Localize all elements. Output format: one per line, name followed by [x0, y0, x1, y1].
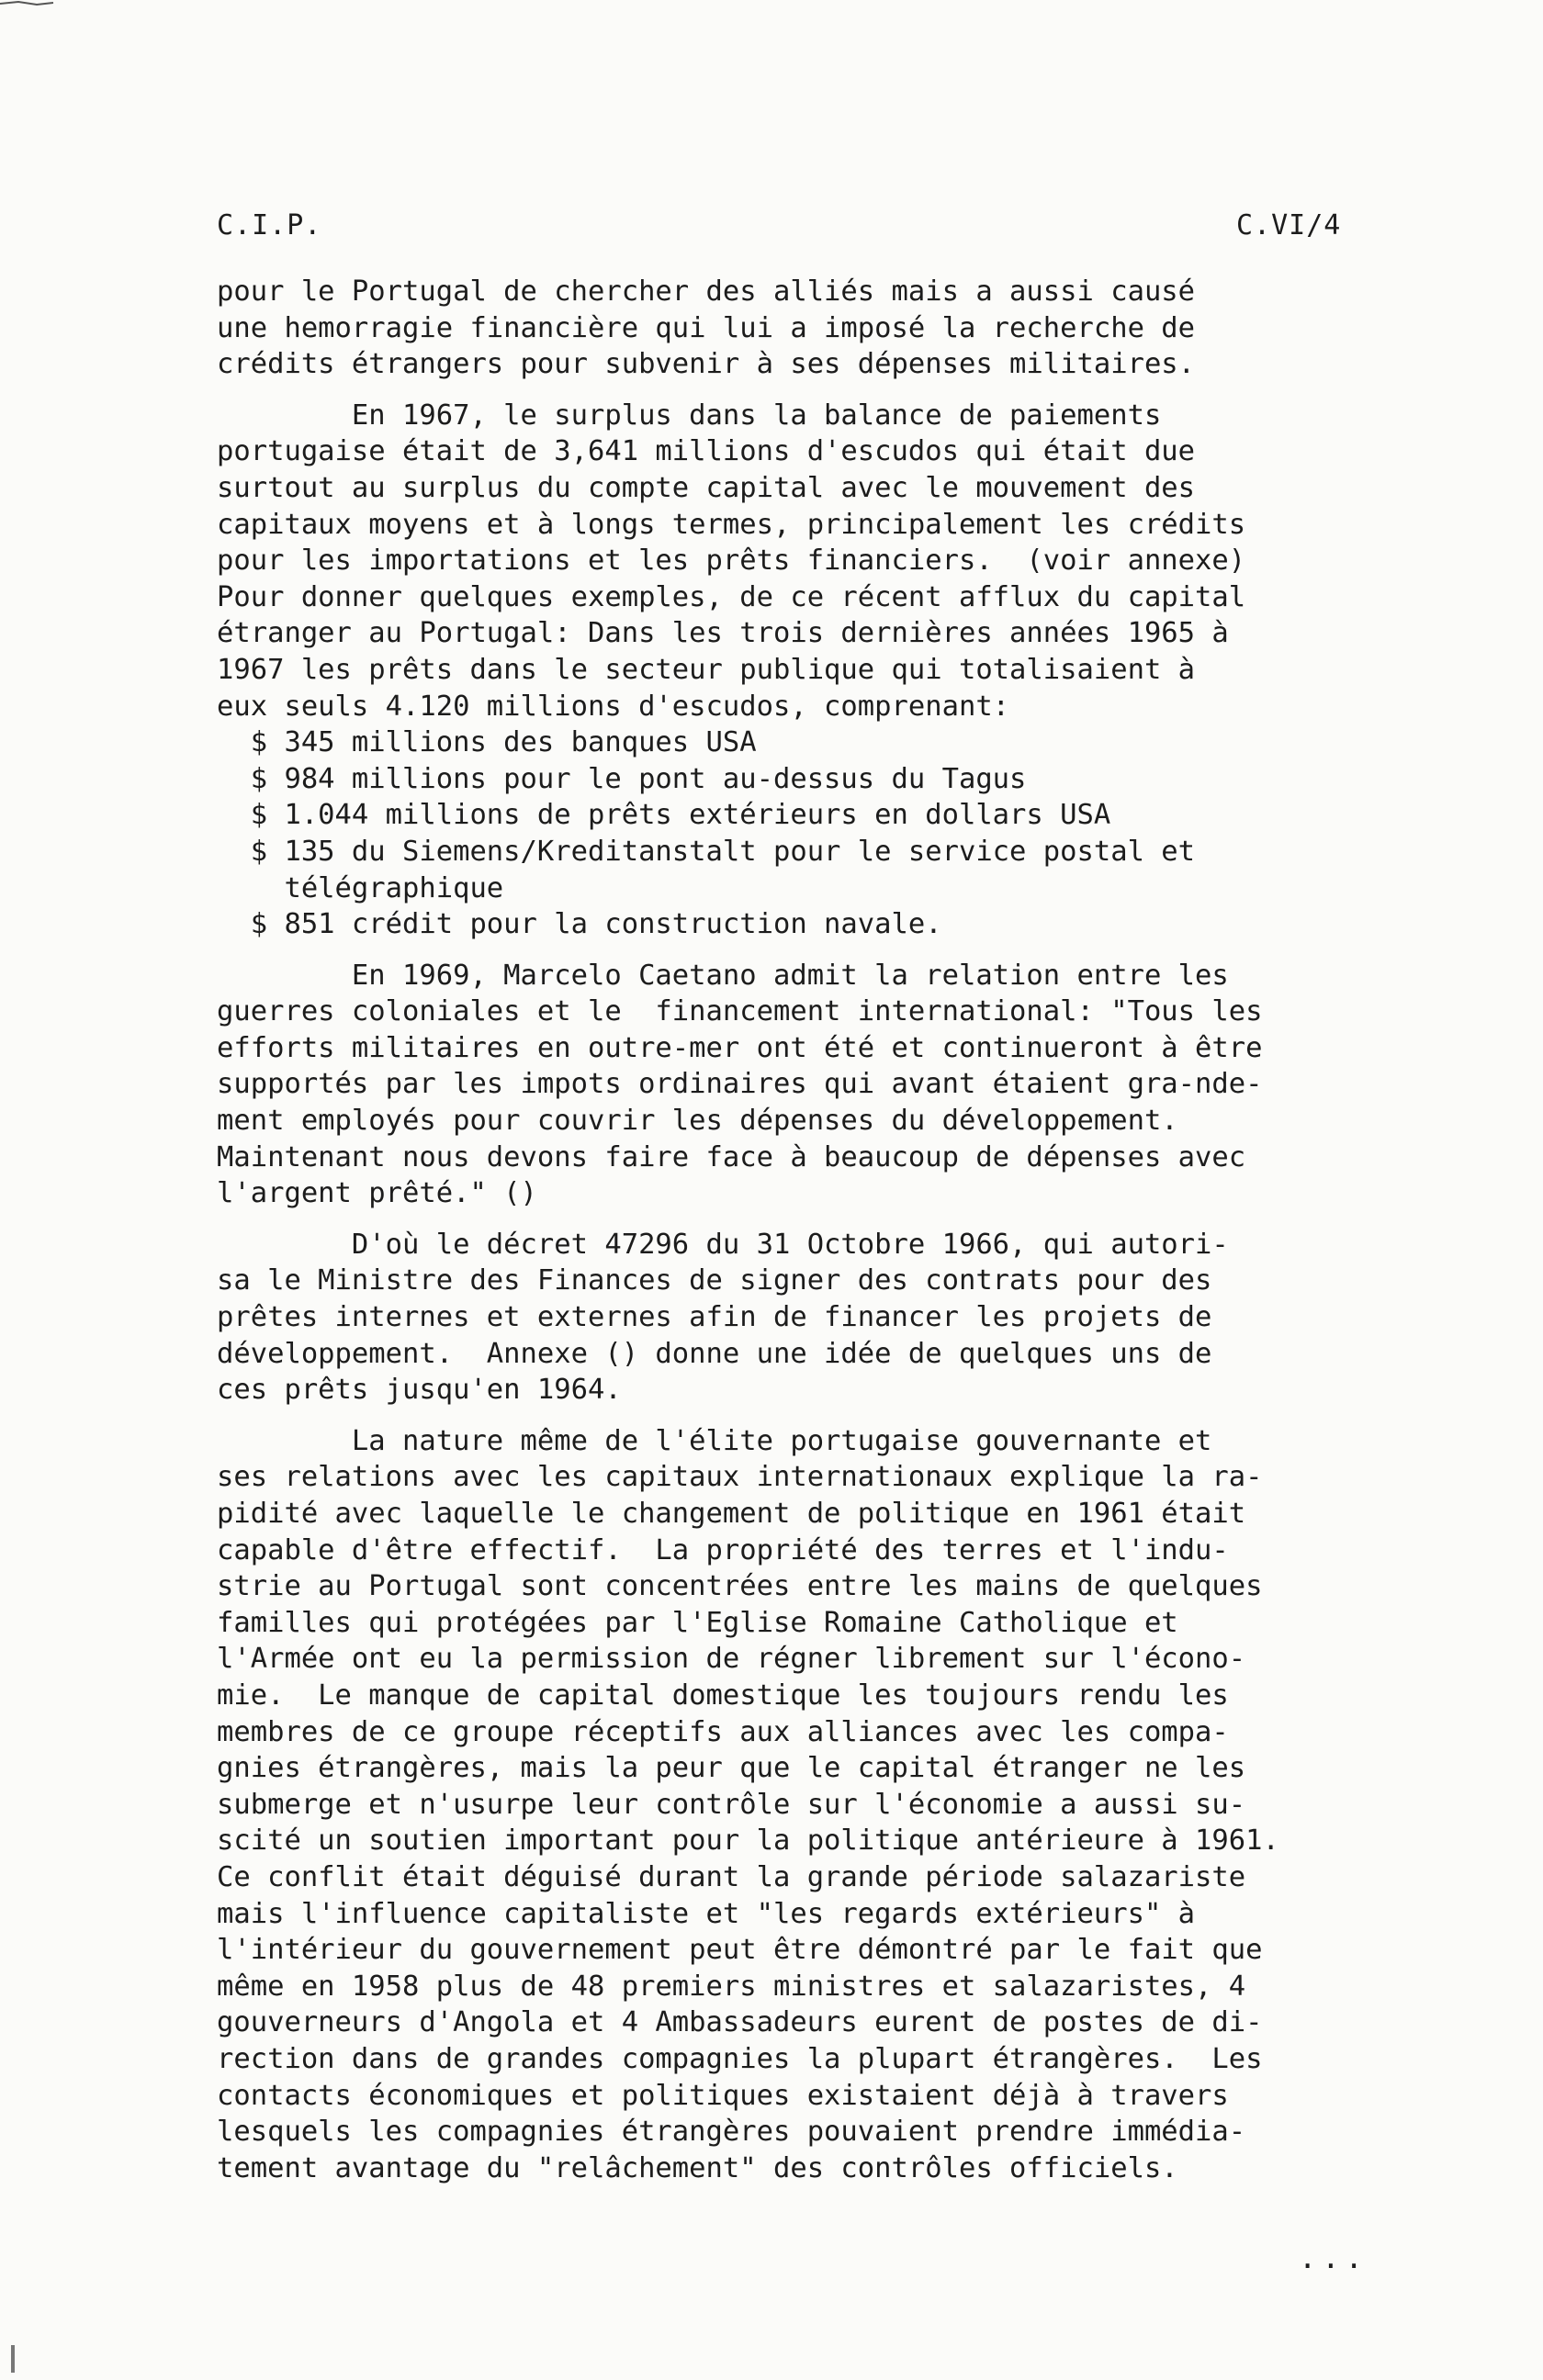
paragraph-gap [217, 1409, 1411, 1423]
text-line: 1967 les prêts dans le secteur publique qui totalisaient à [217, 653, 1196, 686]
text-line: familles qui protégées par l'Eglise Romaine Catholique et [217, 1606, 1178, 1639]
text-line: ces prêts jusqu'en 1964. [217, 1374, 622, 1407]
text-line: portugaise était de 3,641 millions d'escudos qui était due [217, 435, 1196, 468]
text-line: gnies étrangères, mais la peur que le capital étranger ne les [217, 1752, 1246, 1785]
text-line: contacts économiques et politiques existaient déjà à travers [217, 2079, 1229, 2112]
continuation-mark: ... [1299, 2240, 1368, 2275]
text-line: capitaux moyens et à longs termes, principalement les crédits [217, 508, 1246, 541]
text-line: supportés par les impots ordinaires qui avant étaient gra-nde- [217, 1068, 1263, 1101]
text-line: En 1969, Marcelo Caetano admit la relation entre les [217, 959, 1229, 992]
text-line: scité un soutien important pour la politique antérieure à 1961. [217, 1824, 1279, 1858]
text-line: même en 1958 plus de 48 premiers ministres et salazaristes, 4 [217, 1970, 1246, 2003]
text-line: l'argent prêté." () [217, 1177, 537, 1210]
text-line: lesquels les compagnies étrangères pouvaient prendre immédia- [217, 2116, 1246, 2149]
text-line: mie. Le manque de capital domestique les toujours rendu les [217, 1678, 1229, 1712]
text-line: La nature même de l'élite portugaise gouvernante et [217, 1424, 1212, 1457]
text-line: Pour donner quelques exemples, de ce récent afflux du capital [217, 580, 1246, 613]
text-line: capable d'être effectif. La propriété des terres et l'indu- [217, 1533, 1229, 1566]
paragraph-gap [217, 383, 1411, 398]
scan-mark-top [0, 0, 55, 7]
text-line: efforts militaires en outre-mer ont été et continueront à être [217, 1031, 1263, 1064]
text-line: tement avantage du "relâchement" des contrôles officiels. [217, 2151, 1178, 2184]
document-body [217, 274, 1411, 2186]
text-line: sa le Ministre des Finances de signer des contrats pour des [217, 1264, 1212, 1297]
text-line: crédits étrangers pour subvenir à ses dépenses militaires. [217, 348, 1196, 381]
text-line: développement. Annexe () donne une idée de quelques uns de [217, 1337, 1212, 1370]
text-line: eux seuls 4.120 millions d'escudos, comprenant: [217, 690, 1010, 723]
text-line: l'Armée ont eu la permission de régner librement sur l'écono- [217, 1643, 1246, 1676]
text-line: guerres coloniales et le financement international: "Tous les [217, 995, 1263, 1028]
text-line: submerge et n'usurpe leur contrôle sur l'économie a aussi su- [217, 1788, 1246, 1821]
paragraph-gap [217, 1212, 1411, 1227]
text-line: une hemorragie financière qui lui a imposé la recherche de [217, 311, 1196, 344]
text-line: étranger au Portugal: Dans les trois dernières années 1965 à [217, 617, 1229, 650]
text-line: télégraphique [217, 871, 504, 904]
paragraph-gap [217, 943, 1411, 958]
text-line: membres de ce groupe réceptifs aux alliances avec les compa- [217, 1715, 1229, 1748]
text-line: Ce conflit était déguisé durant la grande période salazariste [217, 1860, 1246, 1893]
text-line: pour les importations et les prêts financiers. (voir annexe) [217, 544, 1246, 578]
text-line: $ 851 crédit pour la construction navale. [217, 908, 942, 941]
text-line: prêtes internes et externes afin de financer les projets de [217, 1301, 1212, 1334]
scan-mark-left [11, 2345, 15, 2373]
paragraph [217, 958, 1411, 1212]
header-page-number: C.VI/4 [1236, 209, 1342, 241]
paragraph [217, 274, 1411, 383]
text-line: ses relations avec les capitaux internationaux explique la ra- [217, 1461, 1263, 1494]
text-line: strie au Portugal sont concentrées entre les mains de quelques [217, 1570, 1263, 1603]
text-line: $ 135 du Siemens/Kreditanstalt pour le service postal et [217, 835, 1196, 868]
text-line: ment employés pour couvrir les dépenses du développement. [217, 1105, 1178, 1138]
paragraph [217, 398, 1411, 943]
header-reference-left: C.I.P. [217, 209, 322, 241]
text-line: D'où le décret 47296 du 31 Octobre 1966, qui autori- [217, 1228, 1229, 1261]
text-line: pidité avec laquelle le changement de politique en 1961 était [217, 1498, 1246, 1530]
text-line: $ 1.044 millions de prêts extérieurs en dollars USA [217, 799, 1111, 832]
text-line: gouverneurs d'Angola et 4 Ambassadeurs eurent de postes de di- [217, 2006, 1263, 2039]
paragraph [217, 1423, 1411, 2186]
text-line: l'intérieur du gouvernement peut être démontré par le fait que [217, 1934, 1263, 1967]
text-line: pour le Portugal de chercher des alliés mais a aussi causé [217, 275, 1196, 308]
paragraph [217, 1227, 1411, 1409]
text-line: rection dans de grandes compagnies la plupart étrangères. Les [217, 2042, 1263, 2075]
text-line: surtout au surplus du compte capital avec le mouvement des [217, 471, 1196, 504]
text-line: En 1967, le surplus dans la balance de paiements [217, 399, 1162, 432]
text-line: $ 345 millions des banques USA [217, 726, 757, 759]
text-line: mais l'influence capitaliste et "les regards extérieurs" à [217, 1897, 1196, 1930]
text-line: $ 984 millions pour le pont au-dessus du Tagus [217, 762, 1027, 795]
text-line: Maintenant nous devons faire face à beaucoup de dépenses avec [217, 1140, 1246, 1173]
